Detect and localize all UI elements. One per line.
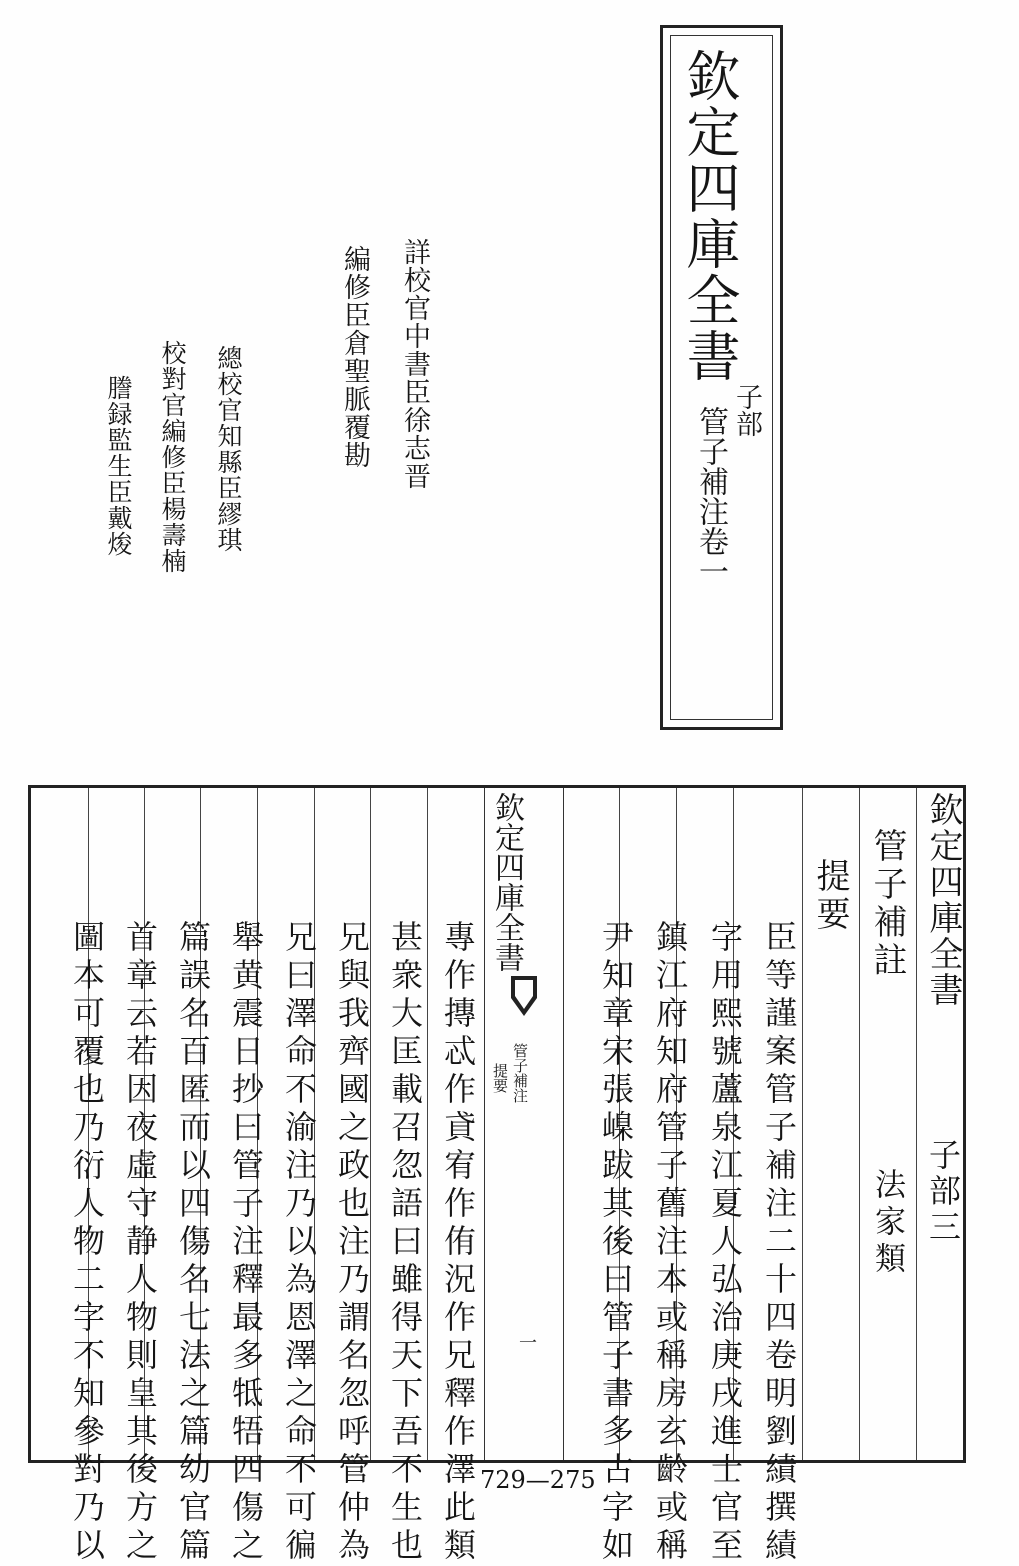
credit-collator: 校對官編修臣楊壽楠	[158, 340, 187, 574]
fold-column	[484, 788, 564, 1460]
text-column: 專作摶忒作貣宥作侑況作兄釋作澤此類	[439, 920, 477, 1566]
text-column: 兄與我齊國之政也注乃謂名忽呼管仲為	[333, 920, 371, 1566]
fold-title: 欽定四庫全書	[489, 792, 524, 972]
book-title-label	[660, 25, 783, 730]
fold-section-note: 提要	[491, 1063, 509, 1093]
page-number: 729—275	[480, 1466, 596, 1494]
text-column: 舉黄震日抄曰管子注釋最多牴牾四傷之	[227, 920, 265, 1566]
section-heading: 提要	[810, 858, 850, 934]
credit-copyist: 謄録監生臣戴焌	[104, 375, 133, 557]
credit-reviewer: 編修臣倉聖脈覆勘	[339, 245, 370, 469]
book-title: 管子補註	[867, 828, 907, 980]
text-column: 鎮江府知府管子舊注本或稱房玄齡或稱	[651, 920, 689, 1566]
text-column: 篇誤名百匿而以四傷名七法之篇幼官篇	[174, 920, 212, 1566]
credit-chief-proofreader: 總校官知縣臣繆琪	[214, 345, 243, 553]
category-label: 子部	[731, 383, 762, 437]
text-column: 兄曰澤命不渝注乃以為恩澤之命不可徧	[280, 920, 318, 1566]
volume-title: 管子補注卷一	[693, 406, 728, 586]
text-column: 字用熙號蘆泉江夏人弘治庚戌進士官至	[706, 920, 744, 1566]
fold-page-number: 一	[516, 1333, 537, 1351]
page-header: 欽定四庫全書	[923, 792, 963, 1008]
text-column: 圖本可覆也乃衍人物二字不知參對乃以	[68, 920, 106, 1566]
fold-book-note: 管子補注	[511, 1043, 529, 1103]
text-column: 甚衆大匡載召忽語曰雖得天下吾不生也	[386, 920, 424, 1566]
fishtail-mark-icon	[511, 976, 537, 1026]
text-column: 尹知章宋張嵲跋其後曰管子書多古字如	[597, 920, 635, 1566]
text-column: 臣等謹案管子補注二十四卷明劉績撰績	[760, 920, 798, 1566]
category-name: 法家類	[869, 1168, 905, 1279]
credit-proofreader: 詳校官中書臣徐志晋	[399, 238, 430, 490]
section-label: 子部三	[924, 1138, 962, 1246]
collection-title: 欽定四庫全書	[678, 48, 741, 384]
text-column: 首章云若因夜虛守静人物則皇其後方之	[121, 920, 159, 1566]
